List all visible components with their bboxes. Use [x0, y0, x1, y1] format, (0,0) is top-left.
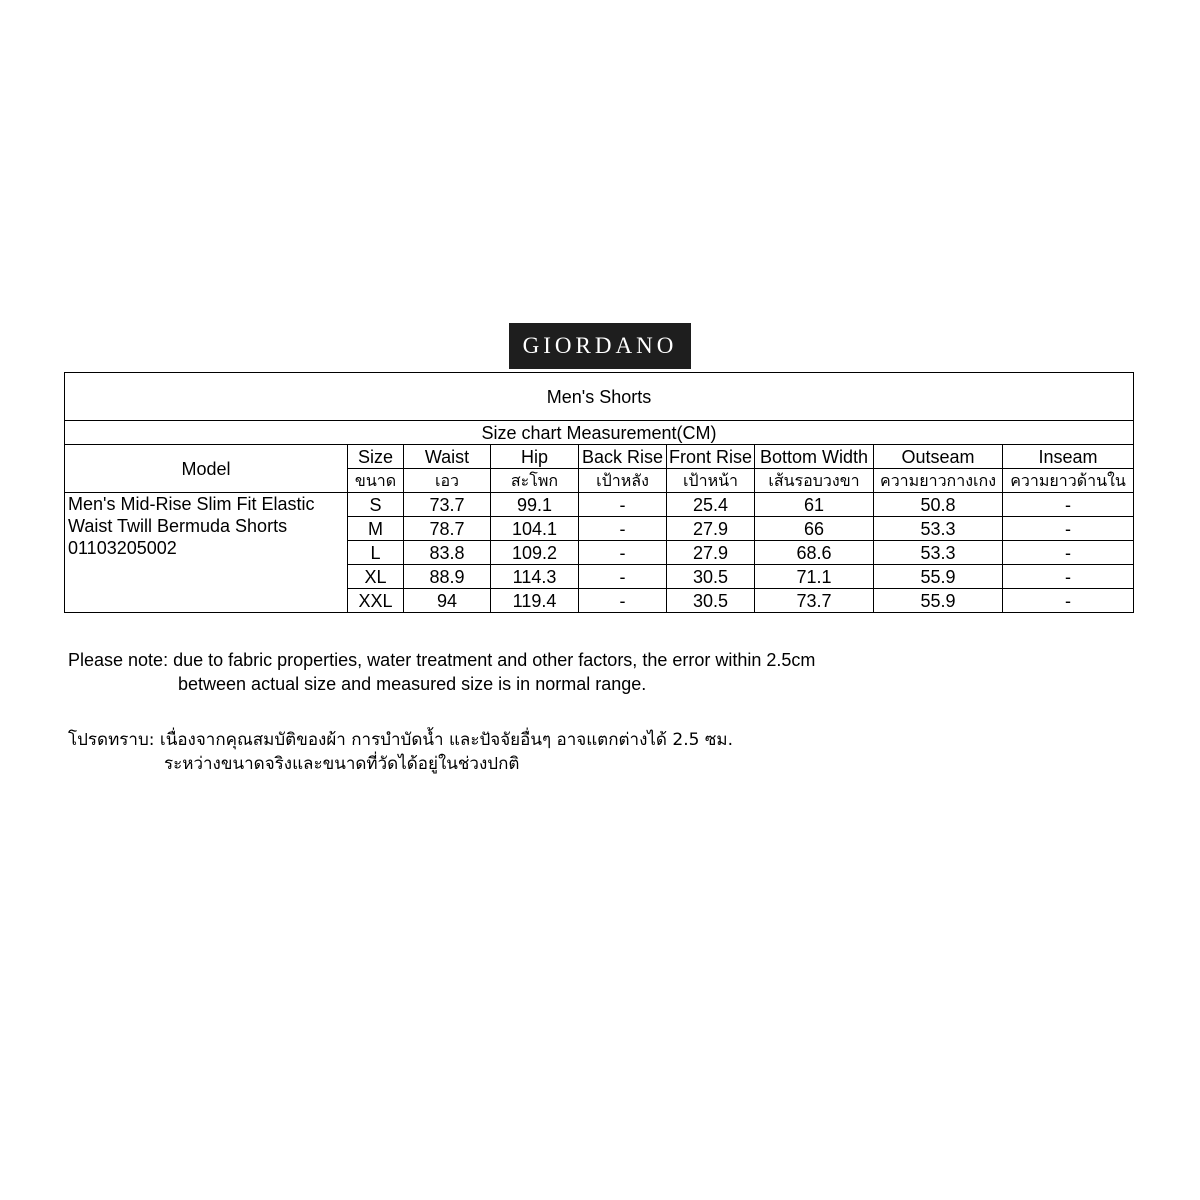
model-name-line1: Men's Mid-Rise Slim Fit Elastic [68, 494, 315, 514]
giordano-logo: GIORDANO [509, 323, 691, 369]
table-cell: 30.5 [667, 589, 755, 613]
header-hip: Hip [491, 445, 579, 469]
table-cell: - [579, 589, 667, 613]
table-cell: 55.9 [874, 565, 1003, 589]
header-back-rise: Back Rise [579, 445, 667, 469]
header-inseam: Inseam [1003, 445, 1134, 469]
note-th-line2: ระหว่างขนาดจริงและขนาดที่วัดได้อยู่ในช่วงปกติ [164, 754, 520, 774]
table-cell: - [579, 541, 667, 565]
table-cell: 109.2 [491, 541, 579, 565]
table-cell: 61 [755, 493, 874, 517]
table-cell: 27.9 [667, 541, 755, 565]
table-cell: - [1003, 493, 1134, 517]
table-cell: 99.1 [491, 493, 579, 517]
header-waist: Waist [404, 445, 491, 469]
table-cell: 53.3 [874, 517, 1003, 541]
table-cell: - [1003, 541, 1134, 565]
table-cell: 50.8 [874, 493, 1003, 517]
thai-header-inseam: ความยาวด้านใน [1003, 469, 1134, 493]
table-cell: L [348, 541, 404, 565]
table-cell: 25.4 [667, 493, 755, 517]
table-cell: 53.3 [874, 541, 1003, 565]
table-cell: 68.6 [755, 541, 874, 565]
table-cell: 78.7 [404, 517, 491, 541]
table-cell: XXL [348, 589, 404, 613]
note-th-line1: โปรดทราบ: เนื่องจากคุณสมบัติของผ้า การบำบัดน้ำ และปัจจัยอื่นๆ อาจแตกต่างได้ 2.5 ซม. [68, 730, 733, 750]
note-en-line1: Please note: due to fabric properties, water treatment and other factors, the error within 2.5cm [68, 650, 816, 670]
thai-header-size: ขนาด [348, 469, 404, 493]
table-cell: 55.9 [874, 589, 1003, 613]
thai-header-outseam: ความยาวกางเกง [874, 469, 1003, 493]
table-cell: - [579, 493, 667, 517]
header-row [65, 445, 1134, 469]
table-cell: 30.5 [667, 565, 755, 589]
table-cell: 104.1 [491, 517, 579, 541]
table-title: Men's Shorts [65, 373, 1134, 421]
table-cell: 71.1 [755, 565, 874, 589]
table-cell: - [579, 517, 667, 541]
table-cell: 83.8 [404, 541, 491, 565]
header-size: Size [348, 445, 404, 469]
table-cell: 114.3 [491, 565, 579, 589]
table-cell: - [579, 565, 667, 589]
table-cell: 27.9 [667, 517, 755, 541]
header-front-rise: Front Rise [667, 445, 755, 469]
table-cell: 73.7 [404, 493, 491, 517]
table-cell: 119.4 [491, 589, 579, 613]
table-cell: 66 [755, 517, 874, 541]
table-cell: XL [348, 565, 404, 589]
table-cell: - [1003, 589, 1134, 613]
size-chart-table [64, 372, 1134, 613]
thai-header-front-rise: เป้าหน้า [667, 469, 755, 493]
thai-header-waist: เอว [404, 469, 491, 493]
table-cell: 94 [404, 589, 491, 613]
note-en-line2: between actual size and measured size is in normal range. [178, 674, 647, 694]
model-name-cell-cont [65, 565, 348, 613]
table-row [65, 493, 1134, 517]
thai-header-bottom-width: เส้นรอบวงขา [755, 469, 874, 493]
table-cell: - [1003, 565, 1134, 589]
table-cell: S [348, 493, 404, 517]
thai-header-back-rise: เป้าหลัง [579, 469, 667, 493]
table-cell: - [1003, 517, 1134, 541]
thai-header-hip: สะโพก [491, 469, 579, 493]
model-header: Model [65, 445, 348, 493]
model-name-line2: Waist Twill Bermuda Shorts [68, 516, 288, 536]
model-code: 01103205002 [68, 538, 177, 558]
table-cell: M [348, 517, 404, 541]
table-cell: 73.7 [755, 589, 874, 613]
model-name-cell [65, 493, 348, 565]
header-bottom-width: Bottom Width [755, 445, 874, 469]
table-row [65, 565, 1134, 589]
table-cell: 88.9 [404, 565, 491, 589]
table-subtitle: Size chart Measurement(CM) [65, 421, 1134, 445]
header-outseam: Outseam [874, 445, 1003, 469]
